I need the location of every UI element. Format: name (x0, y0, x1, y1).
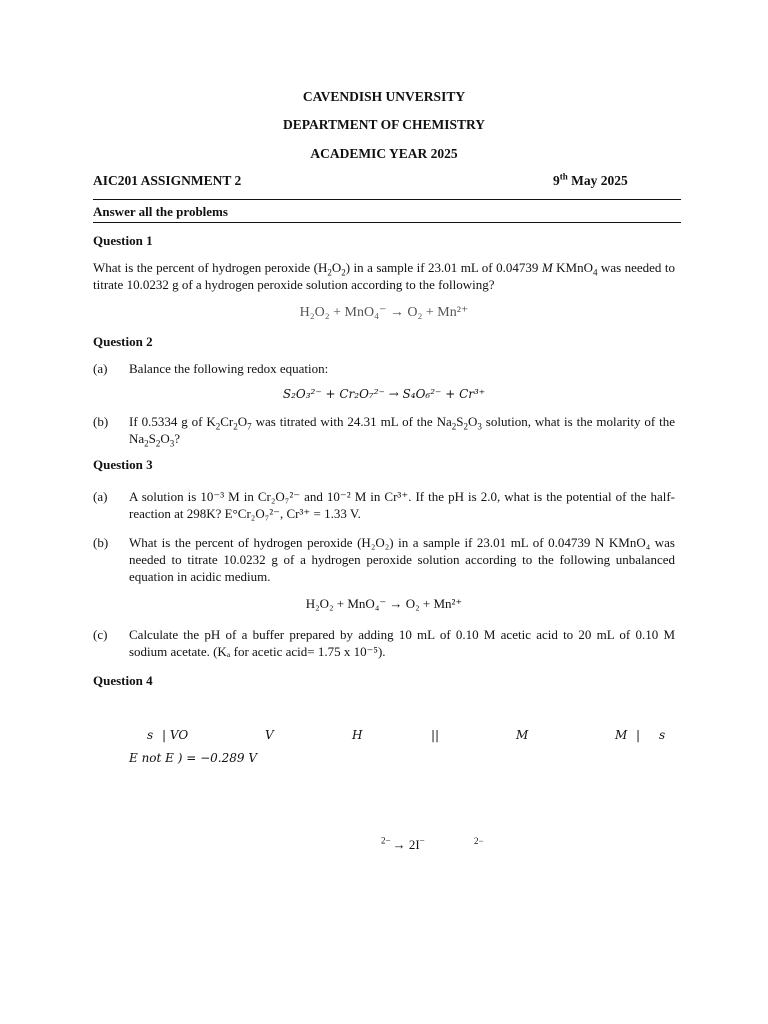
question-3-title: Question 3 (93, 457, 153, 472)
question-3a-text: A solution is 10⁻³ M in Cr₂O₇²⁻ and 10⁻² M in Cr³⁺. If the pH is 2.0, what is the potential of the half-reaction at 298K? E°Cr₂O₇²⁻, Cr³⁺ = 1.33 V. (129, 489, 675, 521)
question-2a-equation: S₂O₃²⁻ + Cr₂O₇²⁻ → S₄O₆²⁻ + Cr³⁺ (282, 387, 486, 401)
question-1-text: What is the percent of hydrogen peroxide $(H_2O_2)$ in a sample if 23.01 mL of 0.04739 M KMnO$_4$ was needed to titrate 10.0232 g of a hydrogen peroxide solution according to the following? (93, 260, 676, 292)
q4-fragment-bars: || (431, 728, 440, 742)
question-3c-label: (c) (93, 627, 108, 642)
q4-fragment-bar: | (636, 728, 641, 742)
q4-fragment-m2: M (615, 728, 628, 742)
q4-fragment-m1: M (516, 728, 529, 742)
question-3b-label: (b) (93, 535, 109, 550)
question-2a-text: Balance the following redox equation: (129, 361, 329, 376)
instructions: Answer all the problems (93, 204, 228, 219)
question-3b-equation: H₂O₂ + MnO₄⁻ → O₂ + Mn²⁺ (305, 596, 463, 611)
university-name: CAVENDISH UNVERSITY (302, 89, 466, 104)
question-3b-text: What is the percent of hydrogen peroxide (H₂O₂) in a sample if 23.01 mL of 0.04739 N KMnO₄ was needed to titrate 10.0232 g of a hydrogen peroxide solution according to the following unbalanced equation in acidic medium. (129, 535, 675, 584)
question-2-title: Question 2 (93, 334, 153, 349)
divider-bottom (93, 222, 681, 223)
department-name: DEPARTMENT OF CHEMISTRY (282, 117, 486, 132)
q4-fragment-s2: s (659, 728, 666, 742)
question-1-equation: H₂O₂ + MnO₄⁻ → O₂ + Mn²⁺ (299, 305, 469, 320)
assignment-date: 9th May 2025 (553, 171, 628, 188)
question-2b-text: If 0.5334 g of $K_2Cr_2O_7$ was titrated with 24.31 mL of the $Na_2S_2O_3$ solution, what is the molarity of the $Na_2S_2O_3$? (129, 414, 675, 449)
question-3c-text: Calculate the pH of a buffer prepared by adding 10 mL of 0.10 M acetic acid to 20 mL of 0.10 M sodium acetate. (Kₐ for acetic acid= 1.75 x 10⁻⁵). (129, 627, 675, 659)
question-2a-label: (a) (93, 361, 108, 376)
question-1-title: Question 1 (93, 233, 153, 248)
question-4-title: Question 4 (93, 673, 153, 688)
q4-fragment-charge: 2− (474, 836, 484, 846)
question-2b-label: (b) (93, 414, 109, 429)
assignment-title: AIC201 ASSIGNMENT 2 (93, 173, 242, 188)
q4-fragment-h: H (352, 728, 363, 742)
divider-top (93, 199, 681, 200)
q4-fragment-potential: E not E ) = −0.289 V (129, 751, 257, 765)
q4-fragment-reaction: $^{2-}$ → 2I− (381, 835, 425, 852)
q4-fragment-vo: | VO (162, 728, 189, 742)
q4-fragment-v: V (265, 728, 274, 742)
q4-fragment-s: s (147, 728, 154, 742)
question-3a-label: (a) (93, 489, 108, 504)
academic-year: ACADEMIC YEAR 2025 (310, 146, 458, 161)
